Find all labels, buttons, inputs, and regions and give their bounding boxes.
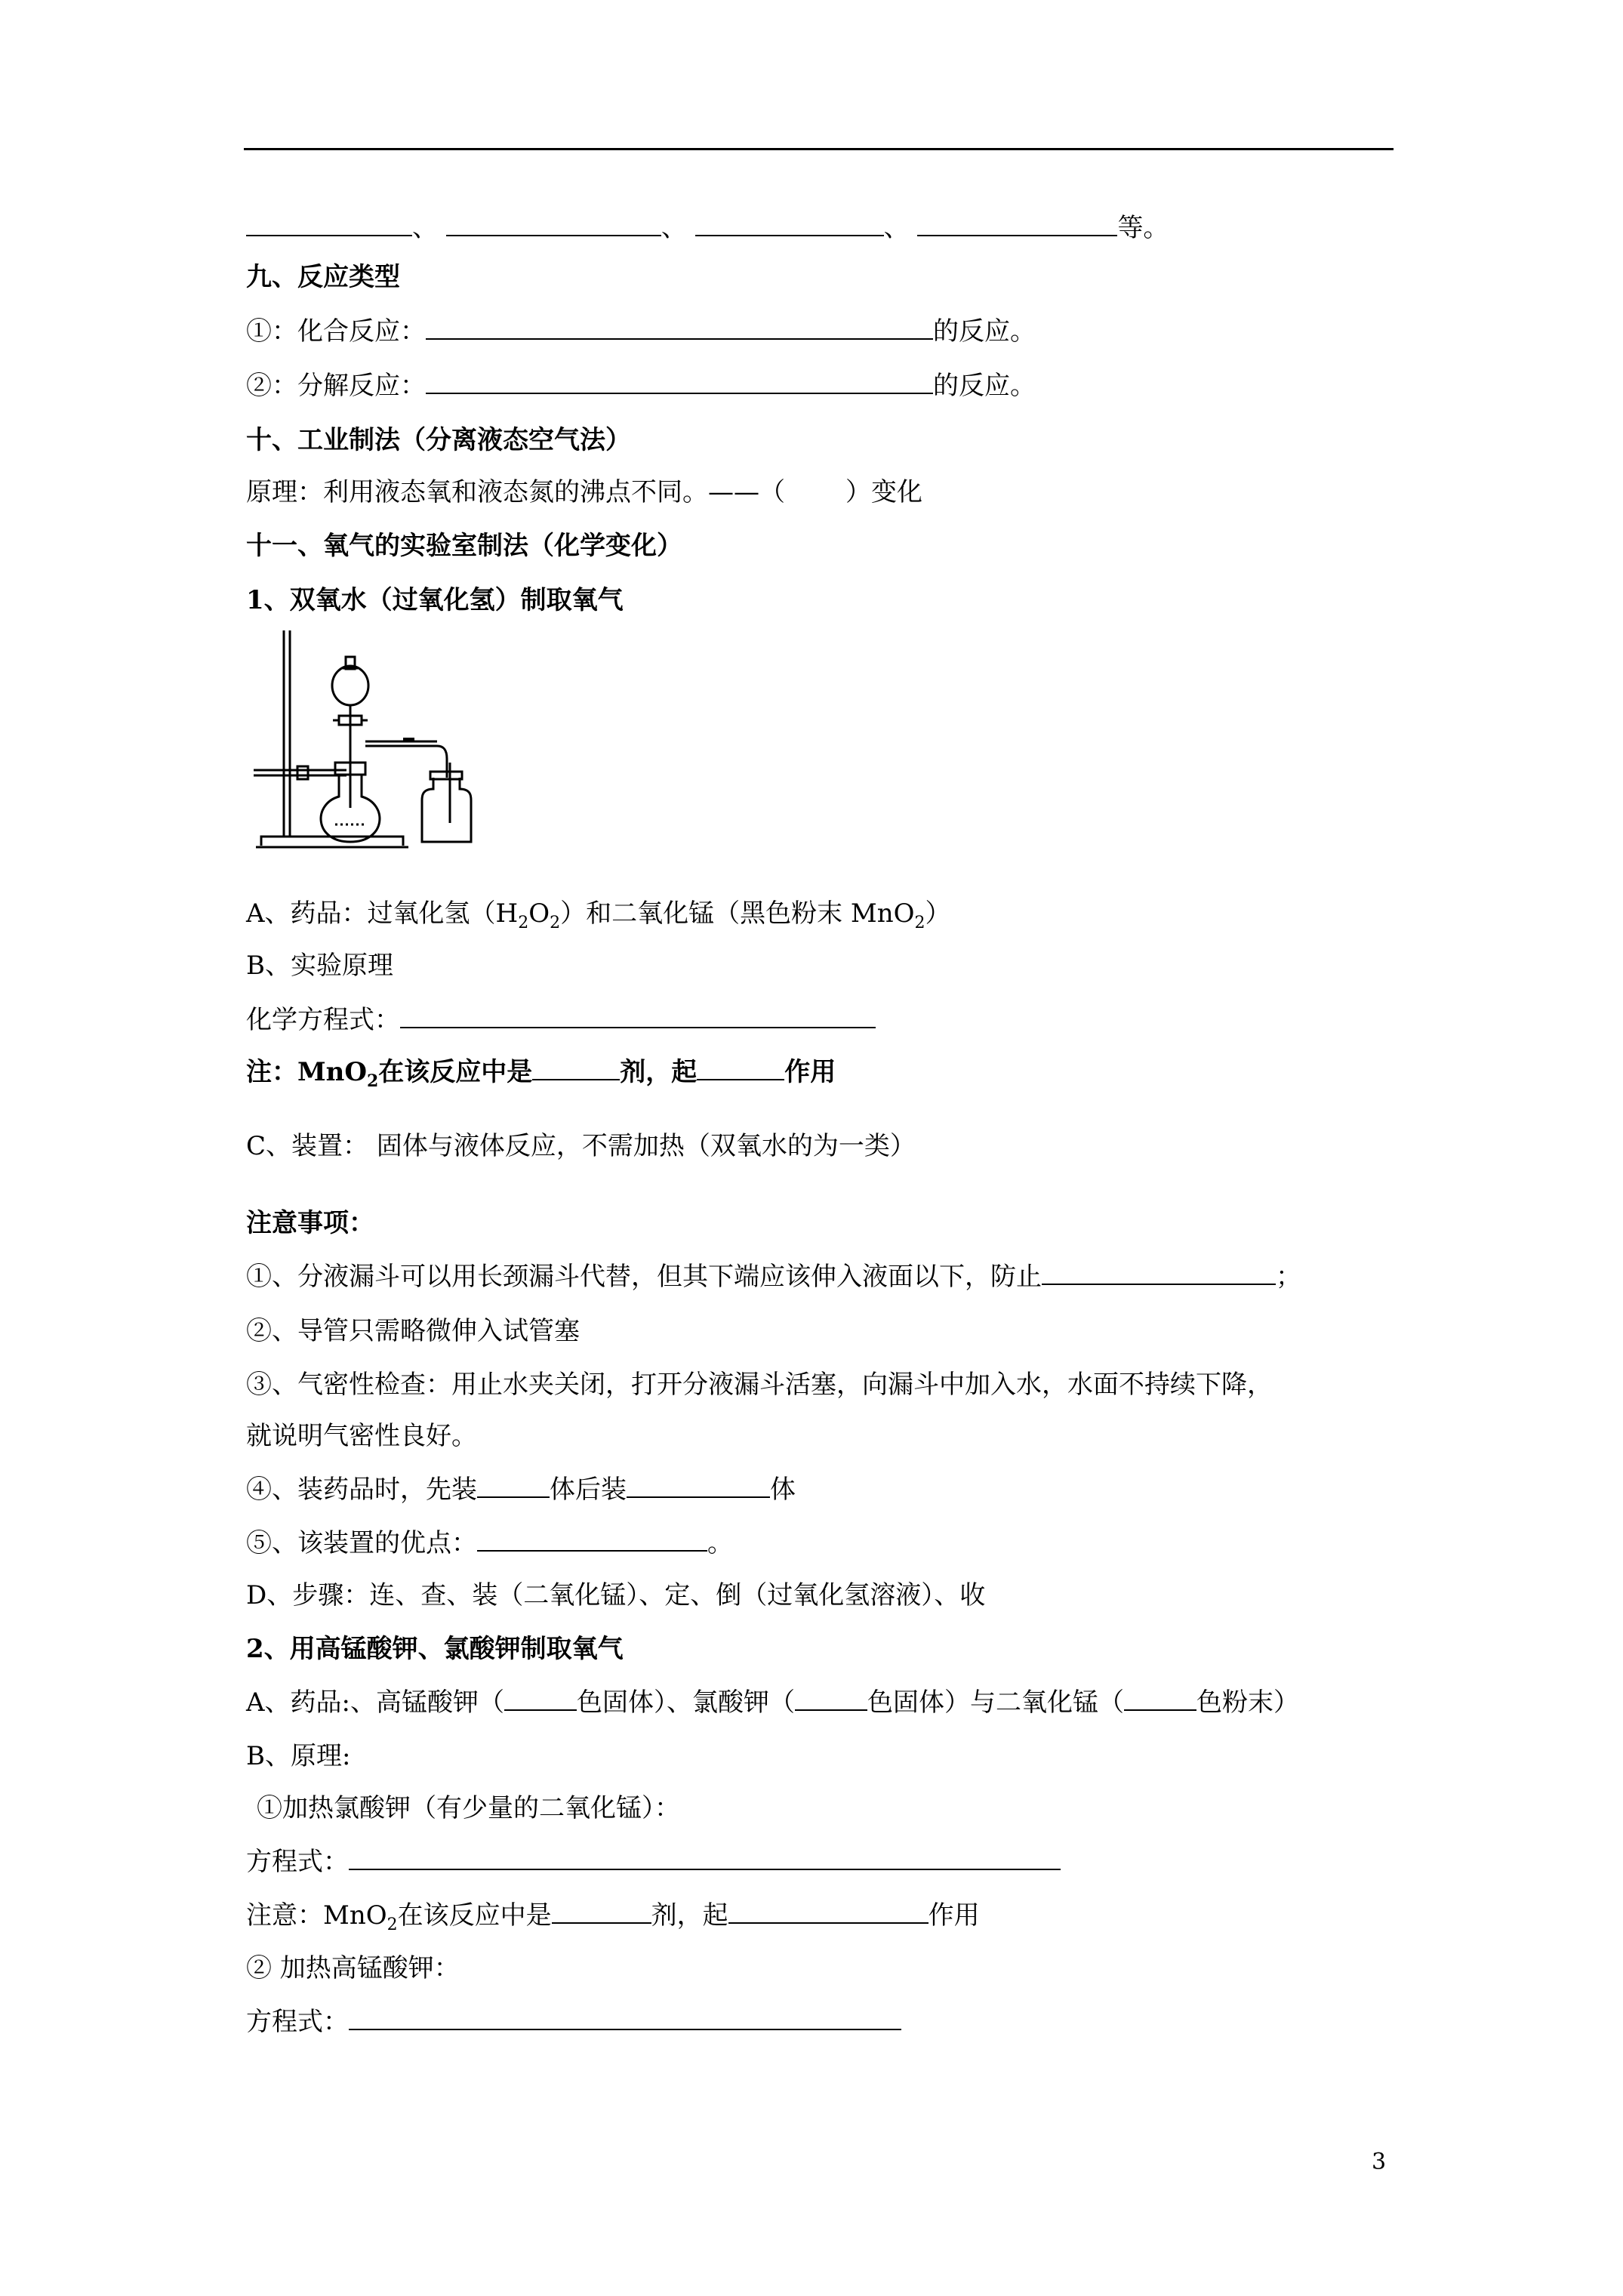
equation-label: 化学方程式： [246, 1005, 400, 1035]
line-label: ②：分解反应： [246, 371, 426, 401]
answer-blank[interactable] [446, 212, 661, 236]
answer-blank[interactable] [697, 1056, 784, 1080]
answer-blank[interactable] [1042, 1261, 1276, 1285]
answer-blank[interactable] [477, 1527, 707, 1552]
answer-blank[interactable] [917, 212, 1117, 236]
drugs-line-a [246, 896, 951, 931]
section-11-title: 十一、氧气的实验室制法（化学变化） [246, 531, 682, 561]
header-rule [244, 148, 1394, 150]
separatory-funnel [332, 666, 368, 705]
text: 注：MnO [246, 1057, 367, 1087]
text: 在该反应中是 [397, 1900, 552, 1931]
equation-line [246, 1003, 876, 1037]
text: 剂，起 [620, 1057, 698, 1087]
text: 注意：MnO [246, 1900, 387, 1931]
answer-blank[interactable] [349, 1846, 1061, 1870]
text: 体 [770, 1475, 796, 1505]
part-2-title: 2、用高锰酸钾、氯酸钾制取氧气 [246, 1634, 624, 1664]
text: 作用 [784, 1057, 836, 1087]
answer-blank[interactable] [627, 1474, 770, 1498]
principle-text-end: ）变化 [845, 477, 922, 507]
answer-blank[interactable] [477, 1474, 550, 1498]
caution-4 [246, 1472, 796, 1507]
device-line: C、装置： 固体与液体反应，不需加热（双氧水的为一类） [246, 1131, 916, 1161]
answer-blank[interactable] [795, 1687, 867, 1711]
apparatus-diagram [252, 627, 524, 853]
text: ①、分液漏斗可以用长颈漏斗代替，但其下端应该伸入液面以下，防止 [246, 1262, 1042, 1292]
text: 作用 [928, 1900, 980, 1931]
part-2-item-2: ② 加热高锰酸钾： [246, 1953, 460, 1983]
industrial-principle-line [246, 475, 922, 510]
part-2-equation-2 [246, 2005, 901, 2039]
text: ⑤、该装置的优点： [246, 1528, 477, 1558]
collection-bottle [422, 778, 471, 842]
subscript: 2 [518, 913, 529, 932]
cautions-title: 注意事项： [246, 1208, 374, 1238]
line-label: ①：化合反应： [246, 316, 426, 347]
line-suffix: 的反应。 [933, 316, 1036, 347]
text: ） [925, 898, 951, 929]
caution-5 [246, 1526, 733, 1561]
separator: 、 [661, 213, 687, 243]
part-1-title: 1、双氧水（过氧化氢）制取氧气 [246, 585, 624, 615]
text: O [528, 898, 550, 929]
text: 体后装 [550, 1475, 627, 1505]
principle-b: B、实验原理 [246, 951, 393, 981]
principle-text: 原理：利用液态氧和液态氮的沸点不同。——（ [246, 477, 785, 507]
note-line [246, 1055, 836, 1089]
page-number: 3 [1372, 2149, 1387, 2175]
line-suffix: 的反应。 [933, 371, 1036, 401]
separator: 、 [412, 213, 438, 243]
subscript: 2 [387, 1915, 398, 1934]
delivery-tube [365, 746, 447, 778]
text: 。 [707, 1528, 733, 1558]
text: ）和二氧化锰（黑色粉末 MnO [560, 898, 915, 929]
part-2-item-1: ①加热氯酸钾（有少量的二氧化锰）： [257, 1793, 680, 1823]
answer-blank[interactable] [552, 1900, 651, 1924]
answer-blank[interactable] [349, 2006, 901, 2030]
answer-blank[interactable] [695, 212, 884, 236]
text: 剂，起 [651, 1900, 728, 1931]
text: A、药品:、高锰酸钾（ [246, 1687, 505, 1718]
answer-blank[interactable] [1124, 1687, 1196, 1711]
combination-reaction-line [246, 314, 1036, 349]
caution-3-cont: 就说明气密性良好。 [246, 1421, 477, 1451]
answer-blank[interactable] [400, 1004, 876, 1028]
text: A、药品：过氧化氢（H [246, 898, 519, 929]
separator: 、 [883, 213, 910, 243]
part-2-principle: B、原理: [246, 1741, 351, 1771]
section-10-title: 十、工业制法（分离液态空气法） [246, 425, 631, 455]
text: 色粉末） [1196, 1687, 1300, 1718]
caution-1 [246, 1259, 1301, 1294]
text: ； [1276, 1262, 1301, 1292]
answer-blank[interactable] [246, 212, 412, 236]
text: ④、装药品时，先装 [246, 1475, 477, 1505]
decomposition-reaction-line [246, 368, 1036, 403]
section-9-title: 九、反应类型 [246, 262, 400, 292]
part-2-drugs [246, 1685, 1299, 1720]
answer-blank[interactable] [426, 370, 933, 394]
answer-blank[interactable] [426, 316, 933, 340]
text: 色固体）与二氧化锰（ [867, 1687, 1125, 1718]
caution-3: ③、气密性检查：用止水夹关闭，打开分液漏斗活塞，向漏斗中加入水，水面不持续下降， [246, 1370, 1273, 1400]
answer-blank[interactable] [532, 1056, 620, 1080]
answer-blank[interactable] [728, 1900, 929, 1924]
part-2-equation-1 [246, 1845, 1061, 1879]
subscript: 2 [914, 913, 925, 932]
caution-2: ②、导管只需略微伸入试管塞 [246, 1316, 580, 1346]
text: 色固体）、氯酸钾（ [577, 1687, 796, 1718]
text: 在该反应中是 [378, 1057, 533, 1087]
answer-blank[interactable] [504, 1687, 577, 1711]
steps-line: D、步骤：连、查、装（二氧化锰）、定、倒（过氧化氢溶液）、收 [246, 1580, 986, 1610]
subscript: 2 [550, 913, 561, 932]
top-blanks-line [246, 211, 1169, 245]
equation-label: 方程式： [246, 2007, 349, 2037]
end-text: 等。 [1117, 213, 1169, 243]
subscript: 2 [366, 1071, 379, 1091]
equation-label: 方程式： [246, 1847, 349, 1877]
part-2-note [246, 1898, 980, 1933]
